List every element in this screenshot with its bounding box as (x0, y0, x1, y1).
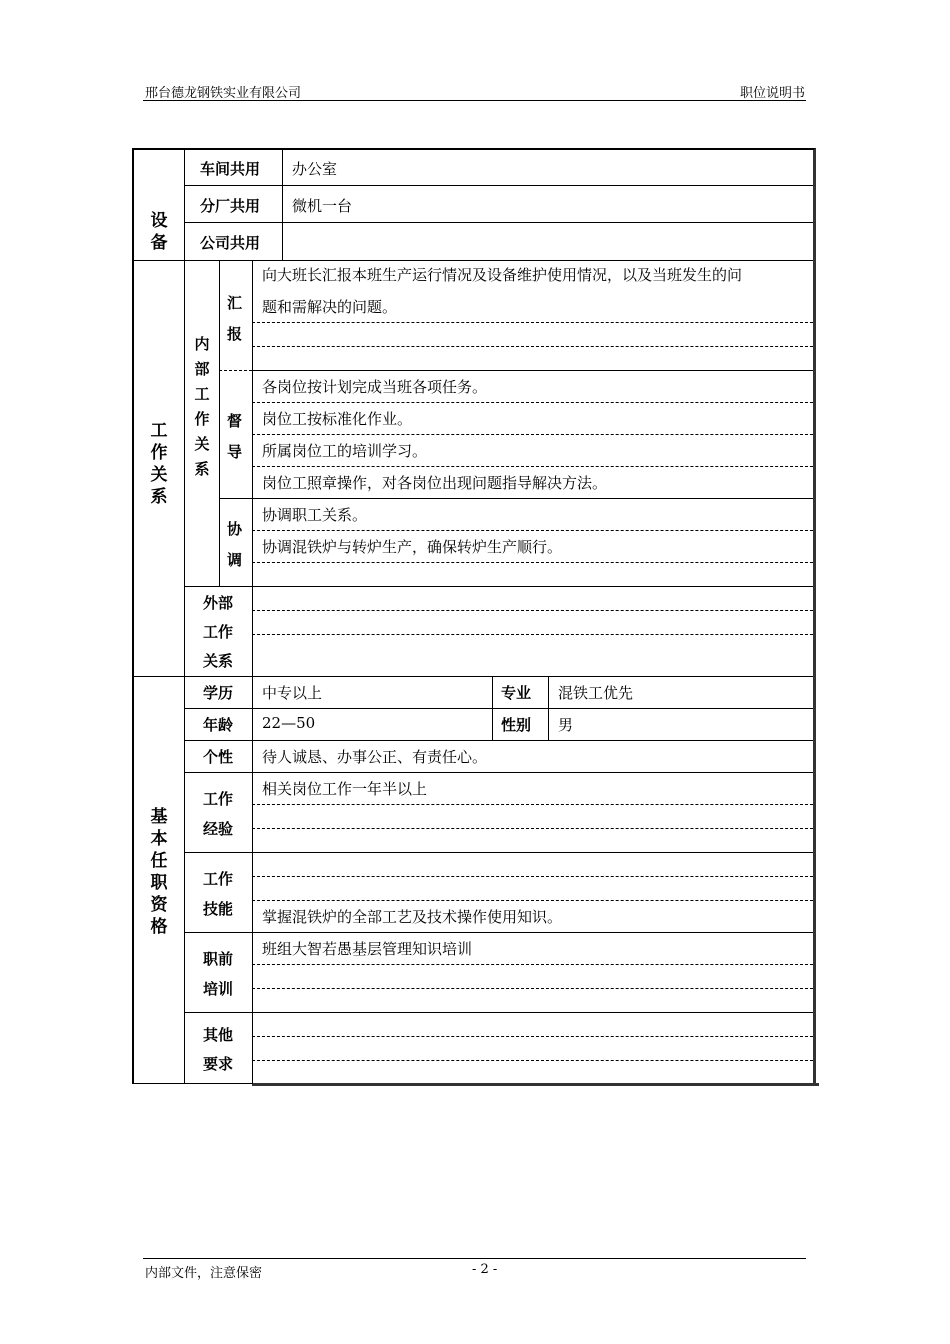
external-label-2: 工作 (203, 623, 234, 641)
gender-value: 男 (558, 716, 574, 734)
gender-label: 性别 (501, 716, 532, 734)
equipment-section-label: 设备 (150, 211, 168, 254)
education-label: 学历 (203, 684, 234, 702)
section-divider (134, 260, 813, 261)
experience-label-2: 经验 (203, 820, 234, 838)
column-divider (252, 260, 253, 1084)
table-shadow (252, 1083, 819, 1086)
personality-label: 个性 (203, 748, 234, 766)
writing-line (252, 530, 813, 531)
branch-shared-label: 分厂共用 (200, 197, 261, 215)
other-label-1: 其他 (203, 1026, 234, 1044)
workshop-shared-label: 车间共用 (200, 160, 261, 178)
supervise-line-1: 各岗位按计划完成当班各项任务。 (262, 378, 488, 396)
writing-line (252, 634, 813, 635)
column-divider (219, 260, 220, 586)
writing-line (252, 900, 813, 901)
row-divider (184, 586, 813, 587)
report-line-1: 向大班长汇报本班生产运行情况及设备维护使用情况，以及当班发生的问 (262, 266, 743, 284)
company-name: 邢台德龙钢铁实业有限公司 (145, 86, 302, 101)
training-value: 班组大智若愚基层管理知识培训 (262, 940, 473, 958)
major-value: 混铁工优先 (558, 684, 634, 702)
row-divider (219, 498, 813, 499)
writing-line (252, 466, 813, 467)
header-rule (143, 100, 806, 101)
row-divider (184, 185, 813, 186)
experience-value: 相关岗位工作一年半以上 (262, 780, 428, 798)
writing-line (252, 828, 813, 829)
writing-line (252, 1036, 813, 1037)
document-type: 职位说明书 (739, 86, 805, 101)
writing-line (252, 876, 813, 877)
row-divider (184, 222, 813, 223)
coordinate-label: 协调 (227, 520, 243, 569)
workshop-shared-value: 办公室 (292, 160, 338, 178)
column-divider (184, 150, 185, 1084)
writing-line (252, 434, 813, 435)
company-shared-label: 公司共用 (200, 234, 261, 252)
qualifications-section-label: 基本任职资格 (150, 807, 168, 938)
supervise-line-4: 岗位工照章操作，对各岗位出现问题指导解决方法。 (262, 474, 608, 492)
training-label-2: 培训 (203, 980, 234, 998)
other-label-2: 要求 (203, 1055, 234, 1073)
report-label: 汇报 (227, 294, 243, 343)
writing-line (252, 402, 813, 403)
coordinate-line-2: 协调混铁炉与转炉生产，确保转炉生产顺行。 (262, 538, 563, 556)
experience-label-1: 工作 (203, 790, 234, 808)
writing-line (252, 804, 813, 805)
writing-line (252, 964, 813, 965)
age-label: 年龄 (203, 716, 234, 734)
column-divider (282, 150, 283, 260)
supervise-line-3: 所属岗位工的培训学习。 (262, 442, 428, 460)
confidential-note: 内部文件，注意保密 (145, 1266, 263, 1281)
page-number: - 2 - (472, 1262, 498, 1277)
footer-rule (143, 1258, 806, 1259)
writing-line (252, 1060, 813, 1061)
skills-value: 掌握混铁炉的全部工艺及技术操作使用知识。 (262, 908, 563, 926)
row-divider (184, 932, 813, 933)
row-divider (184, 740, 813, 741)
age-value: 22—50 (262, 714, 316, 732)
skills-label-1: 工作 (203, 870, 234, 888)
branch-shared-value: 微机一台 (292, 197, 353, 215)
report-line-2: 题和需解决的问题。 (262, 298, 398, 316)
row-divider (184, 1012, 813, 1013)
writing-line (252, 988, 813, 989)
skills-label-2: 技能 (203, 900, 234, 918)
row-divider (252, 370, 813, 371)
education-value: 中专以上 (262, 684, 323, 702)
row-divider (219, 370, 252, 371)
section-divider (134, 676, 813, 677)
major-label: 专业 (501, 684, 532, 702)
personality-value: 待人诚恳、办事公正、有责任心。 (262, 748, 488, 766)
writing-line (252, 322, 813, 323)
writing-line (252, 562, 813, 563)
writing-line (252, 346, 813, 347)
writing-line (252, 610, 813, 611)
supervise-label: 督导 (227, 412, 243, 461)
internal-relations-label: 内部工作关系 (194, 335, 210, 478)
work-relations-section-label: 工作关系 (150, 421, 168, 508)
row-divider (184, 708, 813, 709)
supervise-line-2: 岗位工按标准化作业。 (262, 410, 413, 428)
external-label-1: 外部 (203, 594, 234, 612)
training-label-1: 职前 (203, 950, 234, 968)
external-label-3: 关系 (203, 652, 234, 670)
row-divider (184, 852, 813, 853)
row-divider (184, 772, 813, 773)
coordinate-line-1: 协调职工关系。 (262, 506, 368, 524)
